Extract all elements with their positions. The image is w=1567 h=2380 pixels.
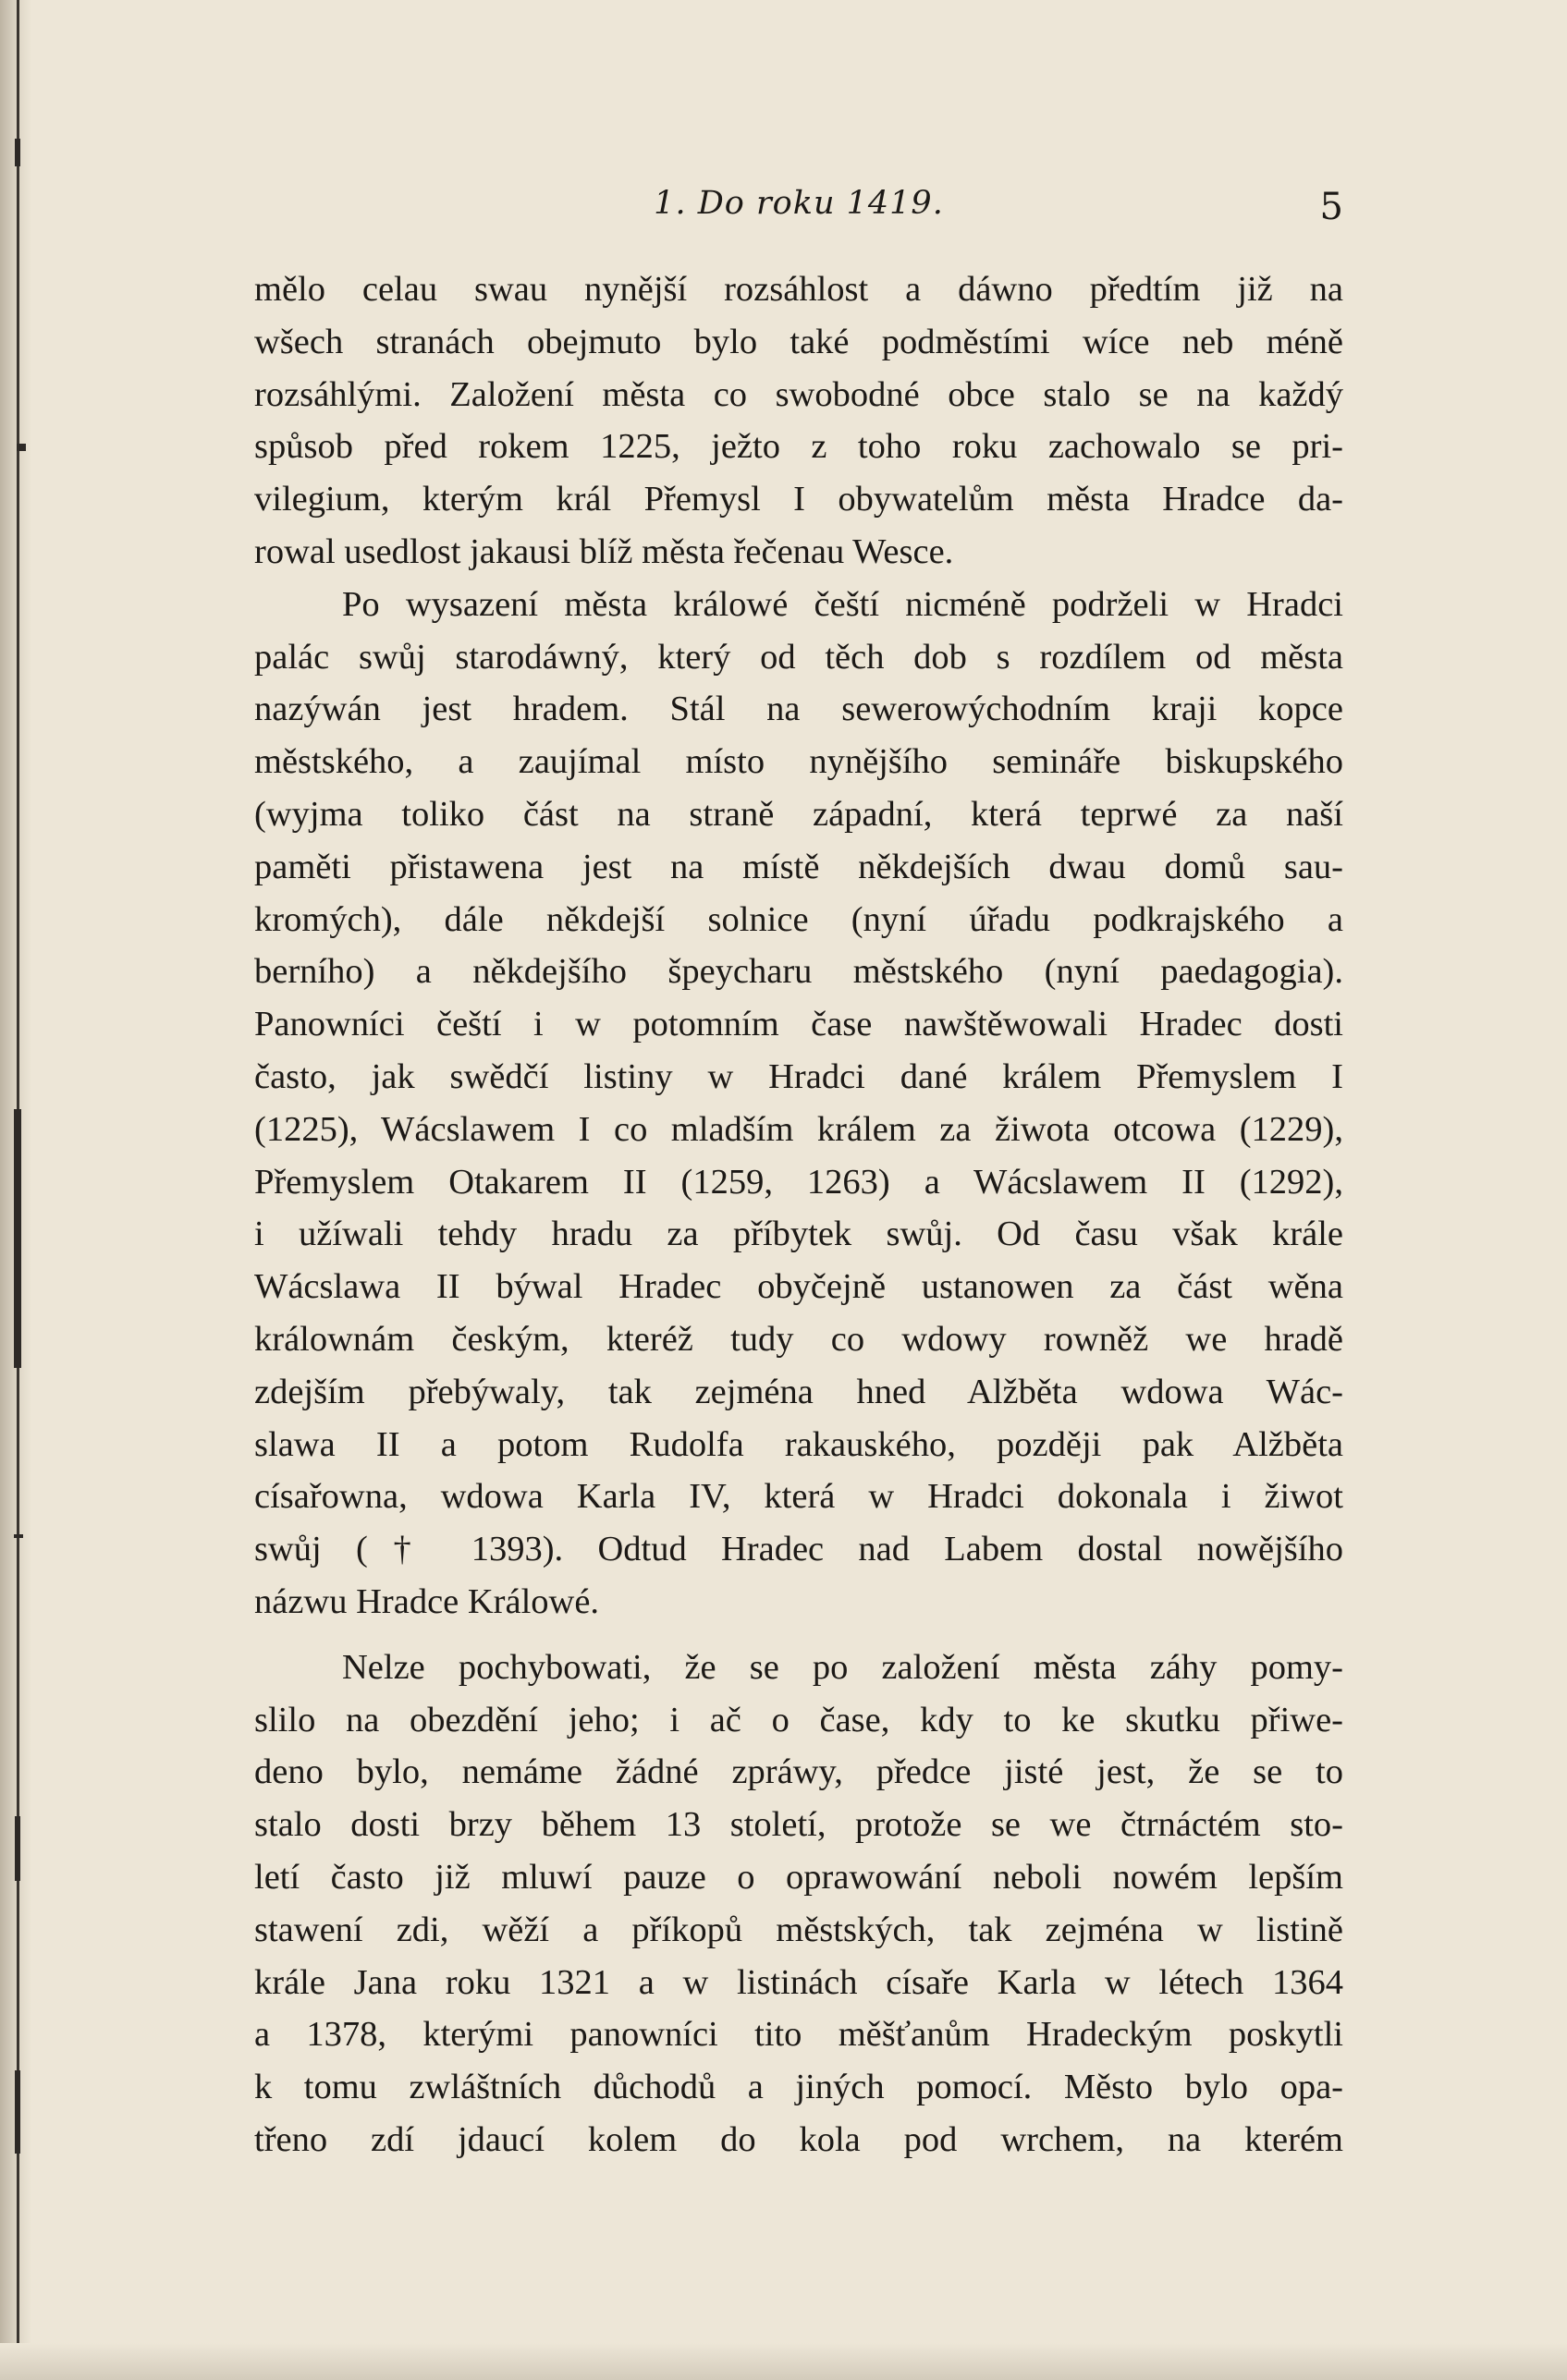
- text-line: Přemyslem Otakarem II (1259, 1263) a Wácslawem II (1292),: [254, 1162, 1343, 1202]
- text-line: zdejším přebýwaly, tak zejména hned Alžběta wdowa Wác-: [254, 1372, 1343, 1411]
- text-line: wšech stranách obejmuto bylo také podměstími wíce neb méně: [254, 322, 1343, 361]
- text-line: paměti přistawena jest na místě někdejších dwau domů sau-: [254, 847, 1343, 886]
- text-line: letí často již mluwí pauze o oprawowání neboli nowém lepším: [254, 1857, 1343, 1897]
- page-bottom-shadow: [0, 2343, 1567, 2380]
- text-line: swůj († 1393). Odtud Hradec nad Labem dostal nowějšího: [254, 1530, 1343, 1569]
- bleed-mark: [17, 444, 26, 451]
- bleed-mark: [15, 139, 20, 166]
- text-line: králownám českým, kteréž tudy co wdowy rowněž we hradě: [254, 1319, 1343, 1359]
- body-text: [254, 263, 1343, 2166]
- text-line: vilegium, kterým král Přemysl I obywatelům města Hradce da-: [254, 480, 1343, 519]
- text-line: (1225), Wácslawem I co mladším králem za žiwota otcowa (1229),: [254, 1109, 1343, 1149]
- text-line: císařowna, wdowa Karla IV, která w Hradci dokonala i žiwot: [254, 1477, 1343, 1517]
- text-line: palác swůj starodáwný, který od těch dob s rozdílem od města: [254, 637, 1343, 677]
- text-line: Po wysazení města králowé čeští nicméně podrželi w Hradci: [342, 584, 1343, 624]
- page-header: [254, 176, 1343, 231]
- text-line: a 1378, kterými panowníci tito měšťanům Hradeckým poskytli: [254, 2015, 1343, 2055]
- text-line: Wácslawa II býwal Hradec obyčejně ustanowen za část wěna: [254, 1267, 1343, 1307]
- text-line: i užíwali tehdy hradu za příbytek swůj. Od času však krále: [254, 1214, 1343, 1254]
- text-line: rozsáhlými. Založení města co swobodné obce stalo se na každý: [254, 374, 1343, 414]
- text-line: kromých), dále někdejší solnice (nyní úřadu podkrajského a: [254, 899, 1343, 939]
- text-line: Panowníci čeští i w potomním čase nawštěwowali Hradec dosti: [254, 1005, 1343, 1044]
- text-line: městského, a zaujímal místo nynějšího semináře biskupského: [254, 742, 1343, 782]
- text-line: rowal usedlost jakausi blíž města řečenau Wesce.: [254, 531, 954, 571]
- text-line: krále Jana roku 1321 a w listinách císaře Karla w létech 1364: [254, 1962, 1343, 2002]
- bleed-mark: [15, 1816, 20, 1881]
- text-line: třeno zdí jdaucí kolem do kola pod wrchem, na kterém: [254, 2119, 1343, 2159]
- text-line: názwu Hradce Králowé.: [254, 1581, 600, 1621]
- text-line: stawení zdi, wěží a příkopů městských, tak zejména w listině: [254, 1910, 1343, 1949]
- text-line: (wyjma toliko část na straně západní, která teprwé za naší: [254, 794, 1343, 834]
- text-line: k tomu zwláštních důchodů a jiných pomocí. Město bylo opa-: [254, 2068, 1343, 2107]
- text-line: berního) a někdejšího špeycharu městského (nyní paedagogia).: [254, 952, 1343, 992]
- text-line: nazýwán jest hradem. Stál na sewerowýchodním kraji kopce: [254, 690, 1343, 729]
- bleed-mark: [14, 1109, 21, 1368]
- text-line: slawa II a potom Rudolfa rakauského, později pak Alžběta: [254, 1424, 1343, 1464]
- text-line: spůsob před rokem 1225, ježto z toho roku zachowalo se pri-: [254, 427, 1343, 467]
- page-number: 5: [1319, 186, 1343, 228]
- text-line: Nelze pochybowati, že se po založení města záhy pomy-: [342, 1647, 1343, 1687]
- running-head: 1. Do roku 1419.: [654, 185, 944, 222]
- text-line: často, jak swědčí listiny w Hradci dané králem Přemyslem I: [254, 1056, 1343, 1096]
- bleed-mark: [14, 1534, 23, 1538]
- bleed-mark: [15, 2070, 20, 2154]
- text-line: deno bylo, nemáme žádné zpráwy, předce jisté jest, že se to: [254, 1752, 1343, 1792]
- text-line: stalo dosti brzy během 13 století, protože se we čtrnáctém sto-: [254, 1805, 1343, 1845]
- text-line: slilo na obezdění jeho; i ač o čase, kdy to ke skutku přiwe-: [254, 1700, 1343, 1739]
- text-line: mělo celau swau nynější rozsáhlost a dáwno předtím již na: [254, 270, 1343, 309]
